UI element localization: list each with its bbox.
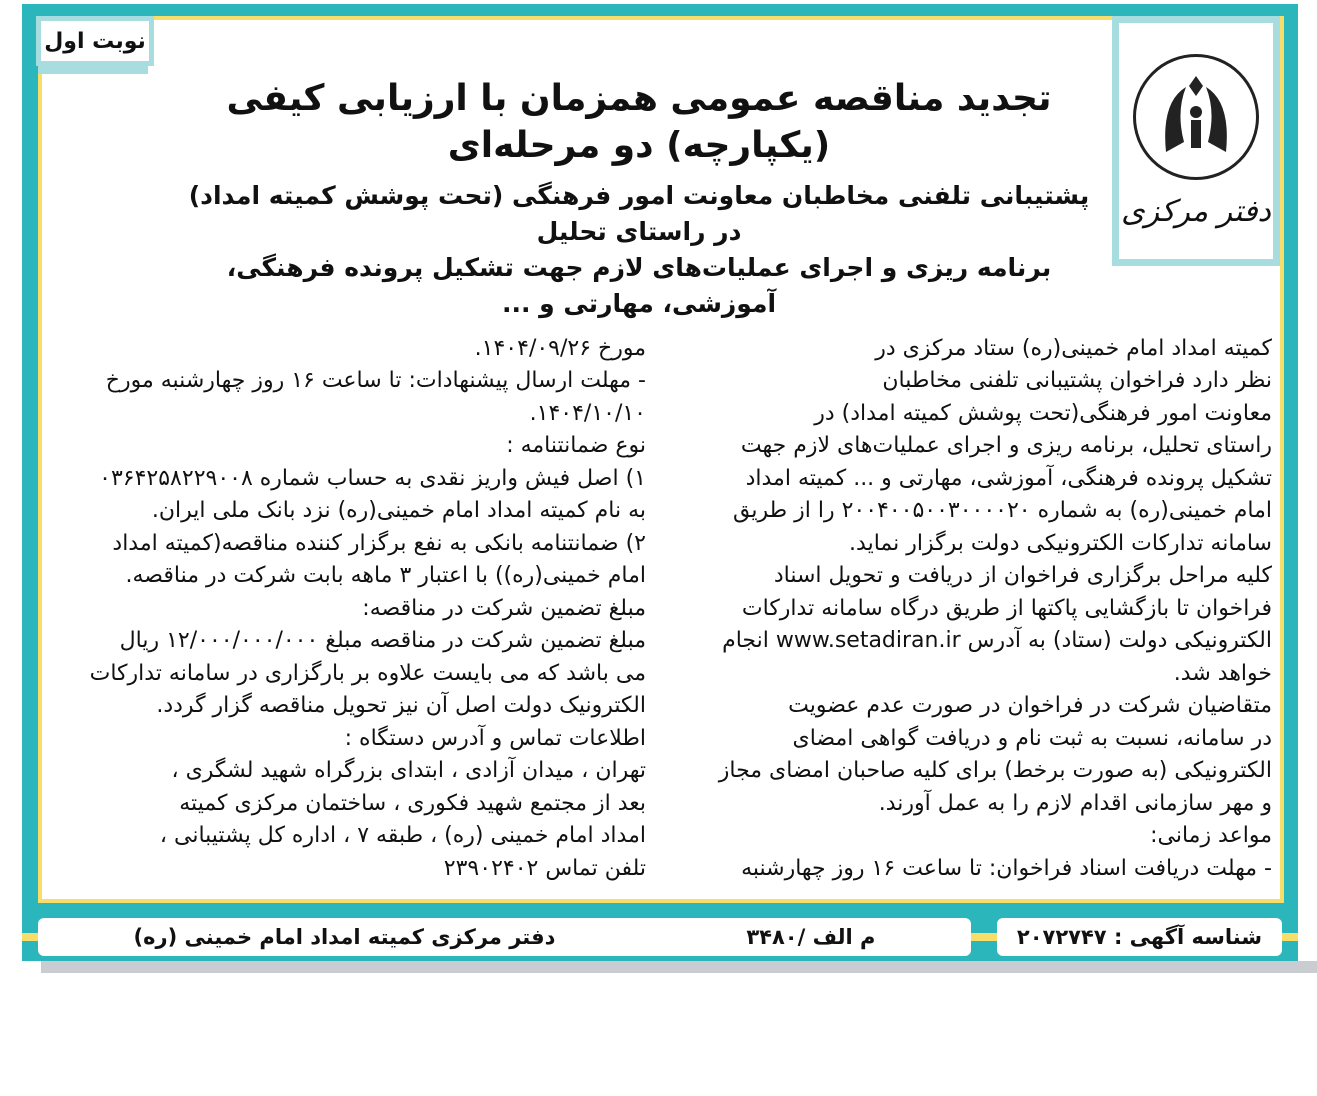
text-line: - مهلت ارسال پیشنهادات: تا ساعت ۱۶ روز چهارشنبه مورخ (105, 368, 646, 394)
ad-code: م الف /۳۴۸۰ (746, 925, 876, 950)
text-line: کلیه مراحل برگزاری فراخوان از دریافت و تحویل اسناد (773, 563, 1272, 589)
text-line: کمیته امداد امام خمینی(ره) ستاد مرکزی در (875, 335, 1272, 361)
logo-box (1112, 16, 1280, 266)
text-line: نظر دارد فراخوان پشتیبانی تلفنی مخاطبان (882, 368, 1272, 394)
text-line: ۱) اصل فیش واریز نقدی به حساب شماره ۰۳۶۴۲۵۸۲۲۹۰۰۸ (99, 465, 646, 491)
body-columns (50, 333, 1272, 886)
text-line: امام خمینی(ره) به شماره ۲۰۰۴۰۰۵۰۰۳۰۰۰۰۲۰ را از طریق (732, 498, 1272, 524)
text-line: فراخوان تا بازگشایی پاکتها از طریق درگاه سامانه تدارکات (741, 595, 1272, 621)
text-line: نوع ضمانتنامه : (506, 433, 646, 459)
ad-id: شناسه آگهی : ۲۰۷۲۷۴۷ (997, 918, 1282, 956)
text-line: بعد از مجتمع شهید فکوری ، ساختمان مرکزی کمیته (179, 790, 646, 816)
text-line: الکترونیکی (به صورت برخط) برای کلیه صاحبان امضای مجاز (718, 758, 1272, 784)
text-line: امداد امام خمینی (ره) ، طبقه ۷ ، اداره کل پشتیبانی ، (159, 823, 646, 849)
text-line: راستای تحلیل، برنامه ریزی و اجرای عملیات‌های لازم جهت (740, 433, 1272, 459)
text-line: مبلغ تضمین شرکت در مناقصه: (362, 595, 646, 621)
text-line: مبلغ تضمین شرکت در مناقصه مبلغ ۱۲/۰۰۰/۰۰۰/۰۰۰ ریال (119, 628, 646, 654)
text-line: الکترونیک دولت اصل آن نیز تحویل مناقصه گزار گردد. (156, 693, 646, 719)
text-line: به نام کمیته امداد امام خمینی(ره) نزد بانک ملی ایران. (151, 498, 646, 524)
text-line: تلفن تماس ۲۳۹۰۲۴۰۲ (443, 855, 646, 881)
publisher: دفتر مرکزی کمیته امداد امام خمینی (ره) (133, 925, 556, 950)
text-line: اطلاعات تماس و آدرس دستگاه : (344, 725, 646, 751)
issue-badge: نوبت اول (36, 16, 154, 66)
text-line: خواهد شد. (1173, 660, 1272, 686)
text-line: در سامانه، نسبت به ثبت نام و دریافت گواهی امضای (792, 725, 1272, 751)
text-line: تشکیل پرونده فرهنگی، آموزشی، مهارتی و ... کمیته امداد (745, 465, 1272, 491)
text-line: و مهر سازمانی اقدام لازم را به عمل آورند. (878, 790, 1272, 816)
text-line: می باشد که می بایست علاوه بر بارگزاری در سامانه تدارکات (89, 660, 646, 686)
emdad-logo-icon (1133, 54, 1259, 180)
header-text (50, 20, 1098, 323)
text-line: متقاضیان شرکت در فراخوان در صورت عدم عضویت (788, 693, 1272, 719)
text-line: معاونت امور فرهنگی(تحت پوشش کمیته امداد) در (814, 400, 1272, 426)
ad-body (38, 16, 1284, 903)
text-line: ۲) ضمانتنامه بانکی به نفع برگزار کننده مناقصه(کمیته امداد (112, 530, 646, 556)
badge-bar (38, 66, 148, 74)
footer-info (38, 918, 971, 956)
ad-header (50, 20, 1272, 323)
text-line: سامانه تدارکات الکترونیکی دولت برگزار نماید. (849, 530, 1272, 556)
text-line: امام خمینی(ره)) با اعتبار ۳ ماهه بابت شرکت در مناقصه. (125, 563, 646, 589)
footer-bar (22, 913, 1298, 961)
subtitle-line: پشتیبانی تلفنی مخاطبان معاونت امور فرهنگی (تحت پوشش کمیته امداد) در راستای تحلیل (188, 180, 1090, 246)
text-line: - مهلت دریافت اسناد فراخوان: تا ساعت ۱۶ روز چهارشنبه (741, 855, 1272, 881)
left-column (50, 333, 646, 886)
text-line: تهران ، میدان آزادی ، ابتدای بزرگراه شهید لشگری ، (171, 758, 646, 784)
right-column (676, 333, 1272, 886)
subtitle-line: برنامه ریزی و اجرای عملیات‌های لازم جهت تشکیل پرونده فرهنگی، آموزشی، مهارتی و ... (226, 253, 1052, 319)
logo-caption: دفتر مرکزی (1121, 193, 1271, 229)
text-line: ۱۴۰۴/۱۰/۱۰. (529, 400, 646, 426)
bottom-shadow (41, 961, 1317, 973)
ad-title: تجدید مناقصه عمومی همزمان با ارزیابی کیفی (یکپارچه) دو مرحله‌ای (226, 78, 1052, 166)
text-line: مورخ ۱۴۰۴/۰۹/۲۶. (474, 335, 646, 361)
text-line: الکترونیکی دولت (ستاد) به آدرس www.setadiran.ir انجام (722, 628, 1272, 654)
text-line: مواعد زمانی: (1150, 823, 1272, 849)
ad-frame (22, 4, 1298, 961)
